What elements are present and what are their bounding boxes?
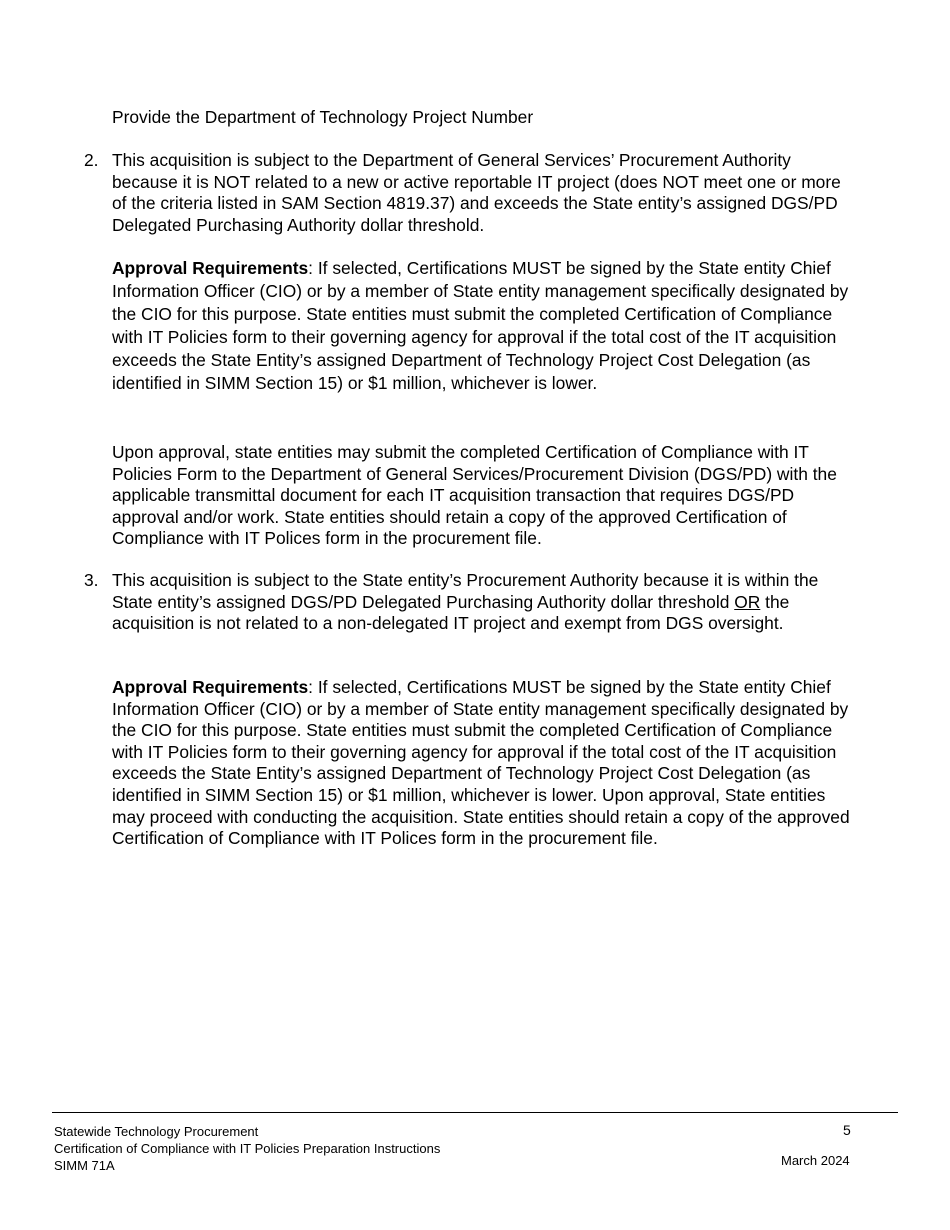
footer-line-1: Statewide Technology Procurement	[54, 1124, 259, 1139]
approval-requirements-2	[112, 257, 854, 395]
list-item-number: 3.	[84, 570, 99, 590]
list-item-2	[84, 150, 854, 236]
list-item-number: 2.	[84, 150, 99, 170]
approval-text: : If selected, Certifications MUST be signed by the State entity Chief Information Officer (CIO) or by a member of State entity management specifically designated by the CIO for this purpose. State entities must submit the completed Certification of Compliance with IT Policies form to their governing agency for approval if the total cost of the IT acquisition exceeds the State Entity’s assigned Department of Technology Project Cost Delegation (as identified in SIMM Section 15) or $1 million, whichever is lower.	[112, 258, 849, 393]
list-item-text: This acquisition is subject to the State entity’s Procurement Authority because it is within the State entity’s assigned DGS/PD Delegated Purchasing Authority dollar threshold OR the acquisition is not related to a non-delegated IT project and exempt from DGS oversight.	[112, 570, 819, 634]
approval-requirements-3	[112, 677, 854, 850]
footer-line-2: Certification of Compliance with IT Policies Preparation Instructions	[54, 1141, 441, 1156]
footer-line-3: SIMM 71A	[54, 1158, 115, 1173]
list-item-text: This acquisition is subject to the Department of General Services’ Procurement Authority because it is NOT related to a new or active reportable IT project (does NOT meet one or more of the criteria listed in SAM Section 4819.37) and exceeds the State entity’s assigned DGS/PD Delegated Purchasing Authority dollar threshold.	[112, 150, 841, 235]
footer-info	[54, 1123, 440, 1174]
footer-date: March 2024	[781, 1153, 850, 1168]
approval-label: Approval Requirements	[112, 258, 309, 278]
approval-text: : If selected, Certifications MUST be signed by the State entity Chief Information Officer (CIO) or by a member of State entity management specifically designated by the CIO for this purpose. State entities must submit the completed Certification of Compliance with IT Policies form to their governing agency for approval if the total cost of the IT acquisition exceeds the State Entity’s assigned Department of Technology Project Cost Delegation (as identified in SIMM Section 15) or $1 million, whichever is lower. Upon approval, State entities may proceed with conducting the acquisition. State entities should retain a copy of the approved Certification of Compliance with IT Polices form in the procurement file.	[112, 677, 850, 849]
project-number-instruction: Provide the Department of Technology Project Number	[112, 107, 534, 127]
list-item-3	[84, 570, 854, 635]
approval-label: Approval Requirements	[112, 677, 309, 697]
approval-followup-2: Upon approval, state entities may submit the completed Certification of Compliance with IT Policies Form to the Department of General Services/Procurement Division (DGS/PD) with the applicable transmittal document for each IT acquisition transaction that requires DGS/PD approval and/or work. State entities should retain a copy of the approved Certification of Compliance with IT Polices form in the procurement file.	[112, 442, 837, 549]
underlined-or: OR	[734, 591, 761, 612]
page-number: 5	[843, 1122, 851, 1138]
footer-divider	[52, 1112, 898, 1113]
